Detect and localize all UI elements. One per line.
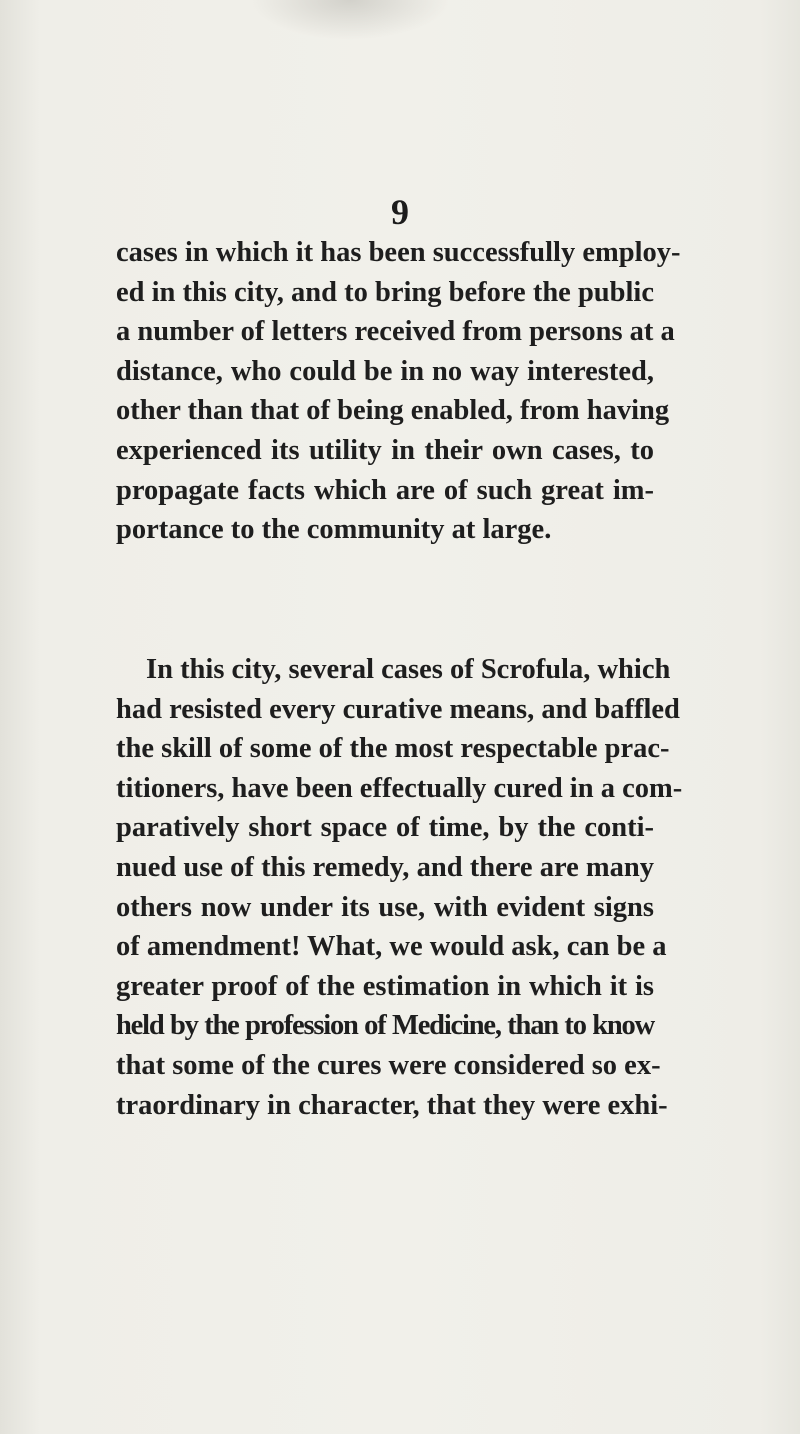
text-line: greater proof of the estimation in which it is bbox=[116, 970, 654, 1002]
text-line: held by the profession of Medicine, than to know bbox=[116, 1010, 654, 1042]
text-line: cases in which it has been successfully employ- bbox=[116, 237, 681, 268]
text-line: titioners, have been effectually cured in a com- bbox=[116, 772, 683, 804]
text-line: a number of letters received from persons at a bbox=[116, 316, 675, 348]
text-line: that some of the cures were considered so ex- bbox=[116, 1049, 661, 1081]
text-line: the skill of some of the most respectable prac- bbox=[116, 733, 670, 765]
text-line: propagate facts which are of such great im- bbox=[116, 474, 654, 506]
text-line: of amendment! What, we would ask, can be a bbox=[116, 931, 667, 963]
text-line: In this city, several cases of Scrofula, which bbox=[146, 654, 671, 685]
text-line: others now under its use, with evident signs bbox=[116, 891, 654, 923]
text-line: had resisted every curative means, and baffled bbox=[116, 693, 680, 725]
text-line: distance, who could be in no way interested, bbox=[116, 355, 654, 387]
paragraph-1 bbox=[116, 233, 681, 550]
page-shadow bbox=[250, 0, 450, 40]
page-number: 9 bbox=[391, 192, 409, 232]
text-line: ed in this city, and to bring before the public bbox=[116, 276, 654, 308]
text-line: experienced its utility in their own cases, to bbox=[116, 434, 654, 466]
text-line: portance to the community at large. bbox=[116, 514, 552, 546]
text-line: other than that of being enabled, from having bbox=[116, 395, 670, 427]
text-line: paratively short space of time, by the conti- bbox=[116, 812, 654, 844]
paragraph-2 bbox=[116, 650, 683, 1125]
text-line: traordinary in character, that they were exhi- bbox=[116, 1089, 668, 1121]
text-line: nued use of this remedy, and there are many bbox=[116, 851, 654, 883]
